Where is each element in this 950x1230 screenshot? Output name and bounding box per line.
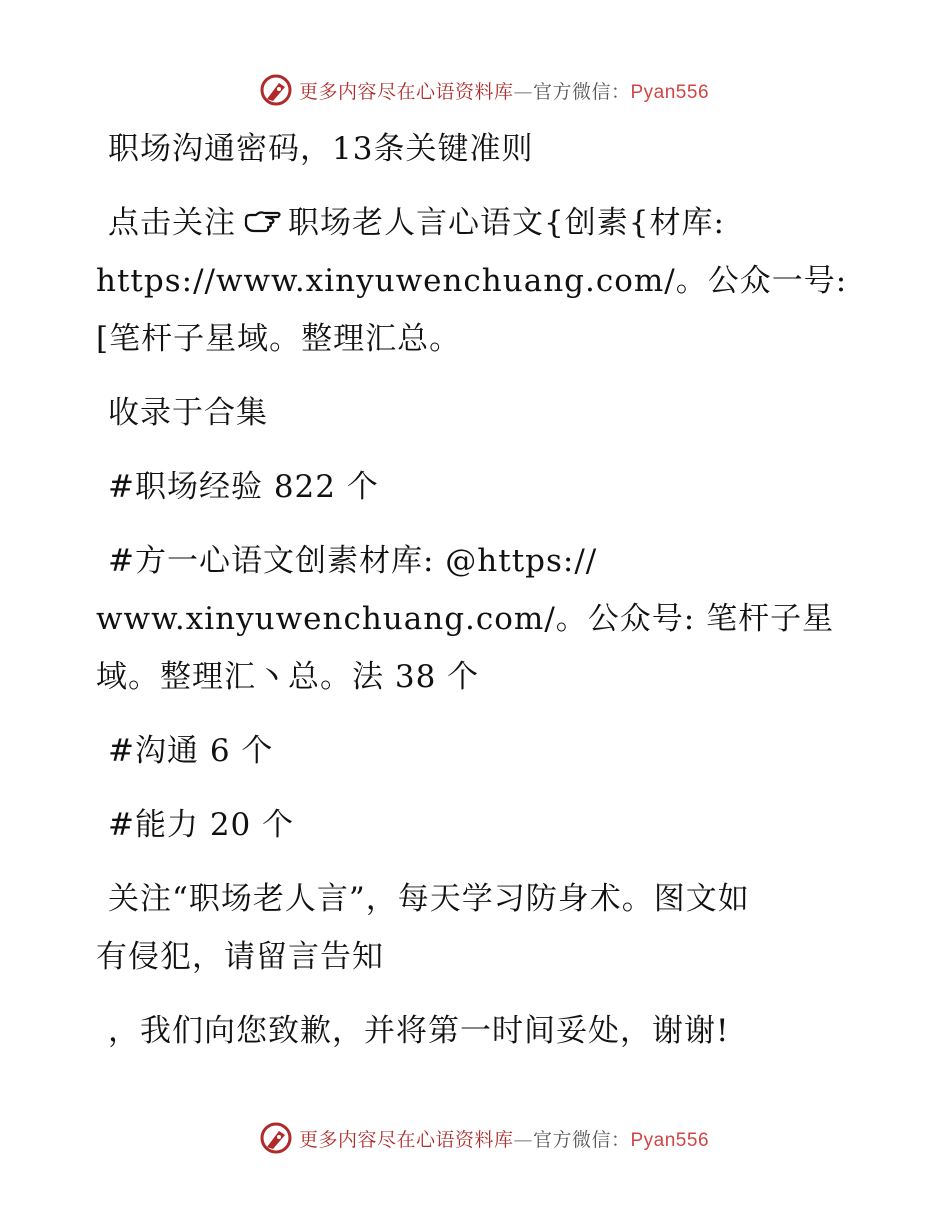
banner-main-text: 更多内容尽在心语资料库 [298, 1128, 514, 1151]
notice-line-2: 有侵犯，请留言告知 [96, 939, 384, 975]
banner-main-text: 更多内容尽在心语资料库 [298, 80, 514, 103]
url-line: https://www.xinyuwenchuang.com/。公众一号: [96, 263, 848, 299]
pen-nib-logo-icon [259, 1121, 293, 1155]
pen-nib-logo-icon [259, 73, 293, 107]
pointing-hand-icon [242, 207, 282, 237]
notice-line-3: ，我们向您致歉，并将第一时间妥处，谢谢! [108, 1013, 730, 1049]
banner-dash: — [513, 1128, 533, 1151]
banner-account: Pyan556 [630, 81, 710, 103]
follow-suffix: 职场老人言心语文{创素{材库: [288, 205, 725, 241]
footer-banner [0, 1116, 950, 1160]
account-line: [笔杆子星域。整理汇总。 [96, 321, 462, 357]
banner-wechat-label: 官方微信： [532, 80, 631, 103]
notice-line-1: 关注“职场老人言”，每天学习防身术。图文如 [108, 881, 750, 917]
follow-prefix: 点击关注 [108, 205, 236, 241]
banner-content [259, 73, 709, 107]
document-body [96, 120, 848, 1060]
document-title: 职场沟通密码，13条关键准则 [108, 131, 534, 167]
banner-wechat-label: 官方微信： [532, 1128, 631, 1151]
banner-content [259, 1121, 709, 1155]
banner-account: Pyan556 [630, 1129, 710, 1151]
banner-text [299, 77, 709, 104]
follow-line [96, 194, 836, 252]
tag-resource-line-2: www.xinyuwenchuang.com/。公众号: 笔杆子星 [96, 601, 835, 637]
tag-ability: #能力 20 个 [108, 807, 295, 843]
banner-dash: — [513, 80, 533, 103]
tag-resource-line-1: #方一心语文创素材库: @https:// [108, 543, 598, 579]
banner-text [299, 1125, 709, 1152]
tag-resource-line-3: 域。整理汇丶总。法 38 个 [96, 659, 480, 695]
header-banner [0, 68, 950, 112]
tag-communication: #沟通 6 个 [108, 733, 274, 769]
tag-workplace-experience: #职场经验 822 个 [108, 469, 379, 505]
collection-heading: 收录于合集 [108, 395, 268, 431]
